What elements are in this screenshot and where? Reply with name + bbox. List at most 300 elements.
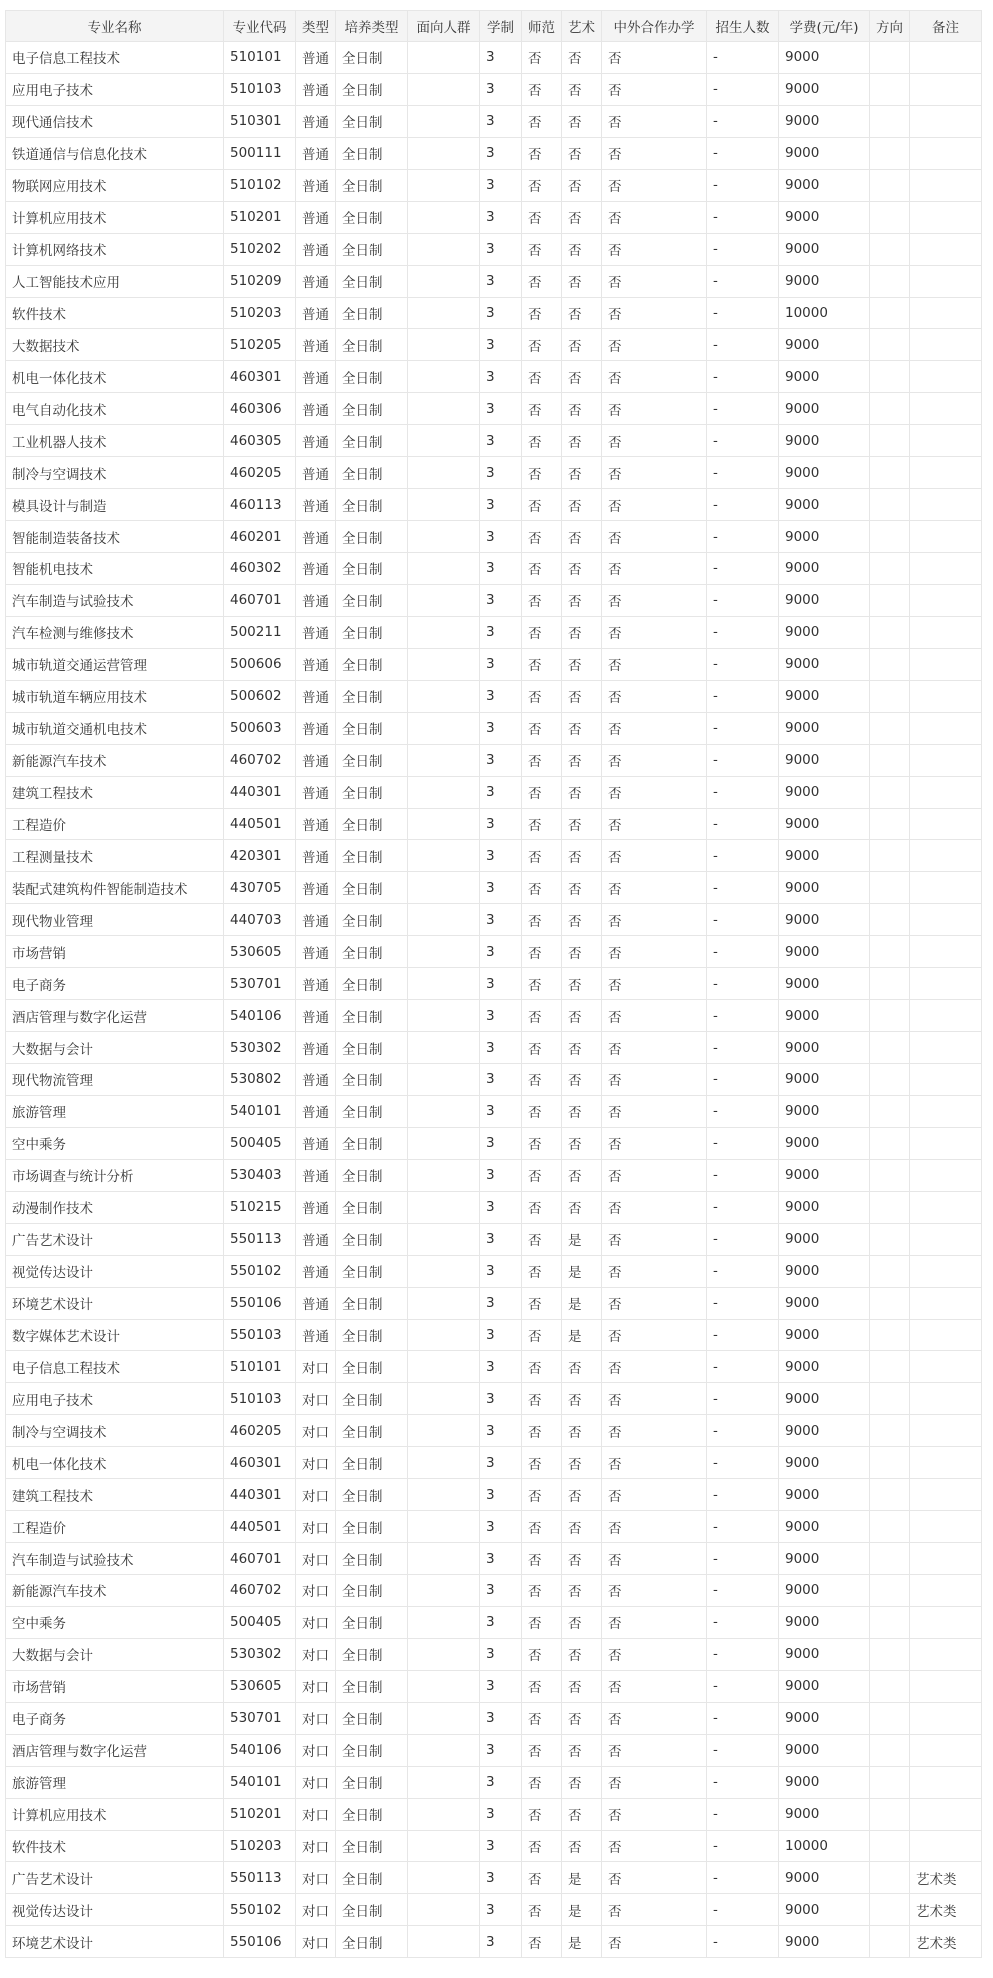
cell-duration: 3 <box>480 1000 522 1032</box>
cell-sino-foreign: 否 <box>602 1447 707 1479</box>
table-row <box>6 616 982 648</box>
cell-direction <box>870 1862 910 1894</box>
cell-direction <box>870 233 910 265</box>
cell-target-group <box>408 1543 480 1575</box>
cell-remarks <box>910 712 982 744</box>
cell-enrollment: - <box>707 1575 779 1607</box>
cell-remarks <box>910 1191 982 1223</box>
cell-sino-foreign: 否 <box>602 1000 707 1032</box>
cell-type: 普通 <box>296 489 336 521</box>
cell-art: 否 <box>562 393 602 425</box>
cell-remarks <box>910 1223 982 1255</box>
cell-direction <box>870 425 910 457</box>
cell-normal-school: 否 <box>522 904 562 936</box>
cell-remarks <box>910 616 982 648</box>
cell-art: 否 <box>562 1638 602 1670</box>
cell-art: 否 <box>562 265 602 297</box>
cell-enrollment: - <box>707 1766 779 1798</box>
cell-normal-school: 否 <box>522 616 562 648</box>
cell-type: 对口 <box>296 1862 336 1894</box>
cell-target-group <box>408 425 480 457</box>
cell-target-group <box>408 1575 480 1607</box>
cell-type: 普通 <box>296 1159 336 1191</box>
cell-tuition: 9000 <box>779 1287 870 1319</box>
cell-direction <box>870 1575 910 1607</box>
cell-target-group <box>408 42 480 74</box>
cell-training-type: 全日制 <box>336 553 408 585</box>
cell-major-code: 500606 <box>224 648 296 680</box>
cell-normal-school: 否 <box>522 201 562 233</box>
cell-direction <box>870 1287 910 1319</box>
cell-major-code: 530802 <box>224 1064 296 1096</box>
table-row <box>6 1064 982 1096</box>
cell-direction <box>870 1670 910 1702</box>
cell-major-code: 510201 <box>224 201 296 233</box>
cell-type: 普通 <box>296 1255 336 1287</box>
cell-type: 普通 <box>296 1095 336 1127</box>
cell-sino-foreign: 否 <box>602 1926 707 1958</box>
cell-remarks <box>910 73 982 105</box>
cell-normal-school: 否 <box>522 840 562 872</box>
cell-remarks <box>910 1734 982 1766</box>
cell-training-type: 全日制 <box>336 1766 408 1798</box>
cell-duration: 3 <box>480 1351 522 1383</box>
cell-direction <box>870 1319 910 1351</box>
cell-major-name: 环境艺术设计 <box>6 1287 224 1319</box>
cell-target-group <box>408 1479 480 1511</box>
cell-major-code: 500211 <box>224 616 296 648</box>
cell-target-group <box>408 680 480 712</box>
cell-remarks <box>910 1095 982 1127</box>
cell-duration: 3 <box>480 1064 522 1096</box>
header-row <box>6 11 982 42</box>
cell-sino-foreign: 否 <box>602 584 707 616</box>
table-row <box>6 297 982 329</box>
cell-training-type: 全日制 <box>336 137 408 169</box>
cell-duration: 3 <box>480 393 522 425</box>
cell-art: 否 <box>562 42 602 74</box>
table-row <box>6 1255 982 1287</box>
cell-training-type: 全日制 <box>336 1255 408 1287</box>
cell-tuition: 9000 <box>779 904 870 936</box>
cell-duration: 3 <box>480 553 522 585</box>
cell-sino-foreign: 否 <box>602 42 707 74</box>
cell-art: 否 <box>562 1000 602 1032</box>
cell-tuition: 9000 <box>779 680 870 712</box>
table-row <box>6 457 982 489</box>
cell-training-type: 全日制 <box>336 1575 408 1607</box>
cell-major-code: 500405 <box>224 1606 296 1638</box>
cell-sino-foreign: 否 <box>602 1191 707 1223</box>
cell-normal-school: 否 <box>522 1383 562 1415</box>
cell-type: 对口 <box>296 1638 336 1670</box>
cell-art: 否 <box>562 840 602 872</box>
cell-type: 对口 <box>296 1798 336 1830</box>
table-row <box>6 1830 982 1862</box>
cell-sino-foreign: 否 <box>602 1287 707 1319</box>
cell-major-code: 510103 <box>224 73 296 105</box>
cell-duration: 3 <box>480 1575 522 1607</box>
cell-tuition: 9000 <box>779 1766 870 1798</box>
cell-normal-school: 否 <box>522 1638 562 1670</box>
cell-remarks <box>910 1064 982 1096</box>
cell-normal-school: 否 <box>522 1734 562 1766</box>
cell-art: 否 <box>562 361 602 393</box>
cell-training-type: 全日制 <box>336 73 408 105</box>
table-row <box>6 329 982 361</box>
cell-sino-foreign: 否 <box>602 1351 707 1383</box>
cell-training-type: 全日制 <box>336 233 408 265</box>
table-row <box>6 1127 982 1159</box>
table-row <box>6 1159 982 1191</box>
cell-training-type: 全日制 <box>336 1894 408 1926</box>
cell-duration: 3 <box>480 1191 522 1223</box>
cell-target-group <box>408 1862 480 1894</box>
cell-duration: 3 <box>480 1095 522 1127</box>
cell-normal-school: 否 <box>522 712 562 744</box>
cell-training-type: 全日制 <box>336 201 408 233</box>
cell-type: 对口 <box>296 1670 336 1702</box>
cell-enrollment: - <box>707 265 779 297</box>
cell-major-code: 510301 <box>224 105 296 137</box>
cell-art: 否 <box>562 1032 602 1064</box>
cell-duration: 3 <box>480 73 522 105</box>
cell-art: 是 <box>562 1862 602 1894</box>
cell-type: 对口 <box>296 1543 336 1575</box>
cell-major-code: 510103 <box>224 1383 296 1415</box>
cell-tuition: 9000 <box>779 1798 870 1830</box>
cell-remarks <box>910 808 982 840</box>
cell-sino-foreign: 否 <box>602 808 707 840</box>
cell-duration: 3 <box>480 1223 522 1255</box>
cell-duration: 3 <box>480 808 522 840</box>
cell-enrollment: - <box>707 42 779 74</box>
cell-direction <box>870 680 910 712</box>
cell-major-code: 530605 <box>224 936 296 968</box>
cell-major-name: 工程造价 <box>6 808 224 840</box>
cell-major-name: 建筑工程技术 <box>6 1479 224 1511</box>
cell-enrollment: - <box>707 840 779 872</box>
cell-type: 对口 <box>296 1415 336 1447</box>
cell-target-group <box>408 1894 480 1926</box>
cell-sino-foreign: 否 <box>602 1255 707 1287</box>
cell-direction <box>870 968 910 1000</box>
cell-remarks <box>910 105 982 137</box>
cell-direction <box>870 201 910 233</box>
cell-tuition: 9000 <box>779 1095 870 1127</box>
cell-target-group <box>408 744 480 776</box>
cell-major-name: 视觉传达设计 <box>6 1894 224 1926</box>
cell-target-group <box>408 361 480 393</box>
cell-remarks <box>910 42 982 74</box>
cell-remarks <box>910 361 982 393</box>
table-row <box>6 169 982 201</box>
cell-direction <box>870 1447 910 1479</box>
cell-tuition: 9000 <box>779 968 870 1000</box>
table-row <box>6 105 982 137</box>
cell-major-code: 500405 <box>224 1127 296 1159</box>
cell-tuition: 9000 <box>779 265 870 297</box>
cell-major-code: 440301 <box>224 776 296 808</box>
column-header-enrollment: 招生人数 <box>707 11 779 42</box>
cell-training-type: 全日制 <box>336 105 408 137</box>
table-row <box>6 1032 982 1064</box>
cell-type: 普通 <box>296 904 336 936</box>
cell-type: 普通 <box>296 329 336 361</box>
cell-remarks <box>910 393 982 425</box>
cell-target-group <box>408 872 480 904</box>
cell-art: 否 <box>562 105 602 137</box>
cell-tuition: 9000 <box>779 73 870 105</box>
cell-duration: 3 <box>480 776 522 808</box>
cell-type: 对口 <box>296 1926 336 1958</box>
cell-type: 普通 <box>296 297 336 329</box>
cell-direction <box>870 1255 910 1287</box>
table-row <box>6 1670 982 1702</box>
cell-direction <box>870 584 910 616</box>
cell-enrollment: - <box>707 1543 779 1575</box>
table-row <box>6 1543 982 1575</box>
cell-art: 否 <box>562 457 602 489</box>
cell-art: 否 <box>562 968 602 1000</box>
cell-duration: 3 <box>480 1766 522 1798</box>
cell-tuition: 9000 <box>779 712 870 744</box>
cell-enrollment: - <box>707 1287 779 1319</box>
cell-enrollment: - <box>707 776 779 808</box>
cell-major-code: 530605 <box>224 1670 296 1702</box>
cell-major-name: 动漫制作技术 <box>6 1191 224 1223</box>
column-header-training-type: 培养类型 <box>336 11 408 42</box>
cell-tuition: 9000 <box>779 744 870 776</box>
cell-duration: 3 <box>480 329 522 361</box>
cell-target-group <box>408 1383 480 1415</box>
cell-sino-foreign: 否 <box>602 1032 707 1064</box>
cell-training-type: 全日制 <box>336 872 408 904</box>
cell-enrollment: - <box>707 1479 779 1511</box>
cell-art: 否 <box>562 169 602 201</box>
cell-remarks <box>910 1319 982 1351</box>
cell-major-name: 软件技术 <box>6 1830 224 1862</box>
cell-duration: 3 <box>480 1127 522 1159</box>
cell-art: 是 <box>562 1287 602 1319</box>
cell-sino-foreign: 否 <box>602 1894 707 1926</box>
cell-training-type: 全日制 <box>336 1351 408 1383</box>
cell-duration: 3 <box>480 1511 522 1543</box>
cell-training-type: 全日制 <box>336 1511 408 1543</box>
cell-target-group <box>408 808 480 840</box>
cell-major-name: 酒店管理与数字化运营 <box>6 1000 224 1032</box>
cell-type: 普通 <box>296 1319 336 1351</box>
cell-target-group <box>408 553 480 585</box>
cell-target-group <box>408 936 480 968</box>
cell-major-code: 510215 <box>224 1191 296 1223</box>
cell-major-code: 530403 <box>224 1159 296 1191</box>
cell-duration: 3 <box>480 1798 522 1830</box>
cell-major-name: 计算机应用技术 <box>6 201 224 233</box>
cell-type: 普通 <box>296 73 336 105</box>
cell-duration: 3 <box>480 1606 522 1638</box>
cell-normal-school: 否 <box>522 1511 562 1543</box>
cell-training-type: 全日制 <box>336 1830 408 1862</box>
cell-duration: 3 <box>480 1447 522 1479</box>
cell-remarks <box>910 1702 982 1734</box>
cell-tuition: 9000 <box>779 1447 870 1479</box>
cell-sino-foreign: 否 <box>602 1511 707 1543</box>
cell-enrollment: - <box>707 489 779 521</box>
cell-direction <box>870 42 910 74</box>
cell-type: 对口 <box>296 1766 336 1798</box>
cell-normal-school: 否 <box>522 968 562 1000</box>
cell-enrollment: - <box>707 1223 779 1255</box>
cell-major-name: 智能机电技术 <box>6 553 224 585</box>
cell-remarks <box>910 744 982 776</box>
cell-sino-foreign: 否 <box>602 1159 707 1191</box>
table-row <box>6 904 982 936</box>
cell-enrollment: - <box>707 457 779 489</box>
cell-normal-school: 否 <box>522 1064 562 1096</box>
cell-art: 否 <box>562 233 602 265</box>
cell-target-group <box>408 1064 480 1096</box>
cell-direction <box>870 169 910 201</box>
cell-major-name: 现代通信技术 <box>6 105 224 137</box>
cell-direction <box>870 105 910 137</box>
cell-target-group <box>408 1702 480 1734</box>
cell-enrollment: - <box>707 329 779 361</box>
cell-direction <box>870 1415 910 1447</box>
cell-duration: 3 <box>480 936 522 968</box>
cell-sino-foreign: 否 <box>602 1766 707 1798</box>
cell-major-name: 新能源汽车技术 <box>6 1575 224 1607</box>
cell-tuition: 9000 <box>779 872 870 904</box>
cell-normal-school: 否 <box>522 1926 562 1958</box>
cell-normal-school: 否 <box>522 1000 562 1032</box>
cell-type: 普通 <box>296 584 336 616</box>
cell-direction <box>870 1734 910 1766</box>
cell-major-name: 制冷与空调技术 <box>6 457 224 489</box>
cell-target-group <box>408 1830 480 1862</box>
table-row <box>6 361 982 393</box>
cell-remarks <box>910 1383 982 1415</box>
cell-enrollment: - <box>707 1351 779 1383</box>
cell-duration: 3 <box>480 680 522 712</box>
cell-major-name: 人工智能技术应用 <box>6 265 224 297</box>
cell-sino-foreign: 否 <box>602 1319 707 1351</box>
cell-art: 否 <box>562 201 602 233</box>
cell-major-code: 550106 <box>224 1926 296 1958</box>
cell-major-name: 应用电子技术 <box>6 1383 224 1415</box>
cell-remarks <box>910 137 982 169</box>
cell-sino-foreign: 否 <box>602 73 707 105</box>
cell-major-name: 城市轨道交通机电技术 <box>6 712 224 744</box>
cell-major-name: 现代物业管理 <box>6 904 224 936</box>
cell-enrollment: - <box>707 233 779 265</box>
cell-enrollment: - <box>707 1638 779 1670</box>
cell-direction <box>870 808 910 840</box>
cell-type: 对口 <box>296 1702 336 1734</box>
cell-sino-foreign: 否 <box>602 1670 707 1702</box>
cell-enrollment: - <box>707 1319 779 1351</box>
cell-tuition: 9000 <box>779 1511 870 1543</box>
cell-remarks <box>910 584 982 616</box>
cell-type: 对口 <box>296 1894 336 1926</box>
cell-direction <box>870 1223 910 1255</box>
cell-art: 否 <box>562 329 602 361</box>
cell-enrollment: - <box>707 1862 779 1894</box>
cell-target-group <box>408 73 480 105</box>
cell-sino-foreign: 否 <box>602 872 707 904</box>
cell-target-group <box>408 297 480 329</box>
cell-type: 普通 <box>296 616 336 648</box>
cell-art: 否 <box>562 1830 602 1862</box>
cell-major-code: 460702 <box>224 1575 296 1607</box>
cell-remarks <box>910 1606 982 1638</box>
column-header-remarks: 备注 <box>910 11 982 42</box>
cell-remarks <box>910 904 982 936</box>
cell-major-name: 模具设计与制造 <box>6 489 224 521</box>
table-row <box>6 265 982 297</box>
cell-art: 否 <box>562 553 602 585</box>
cell-major-code: 550102 <box>224 1255 296 1287</box>
cell-duration: 3 <box>480 744 522 776</box>
cell-sino-foreign: 否 <box>602 489 707 521</box>
cell-major-name: 汽车制造与试验技术 <box>6 584 224 616</box>
cell-target-group <box>408 393 480 425</box>
cell-direction <box>870 648 910 680</box>
cell-art: 否 <box>562 872 602 904</box>
cell-training-type: 全日制 <box>336 42 408 74</box>
cell-sino-foreign: 否 <box>602 297 707 329</box>
cell-duration: 3 <box>480 1287 522 1319</box>
cell-major-name: 计算机应用技术 <box>6 1798 224 1830</box>
cell-tuition: 9000 <box>779 1032 870 1064</box>
cell-type: 普通 <box>296 169 336 201</box>
cell-major-name: 大数据与会计 <box>6 1032 224 1064</box>
cell-enrollment: - <box>707 904 779 936</box>
cell-normal-school: 否 <box>522 1798 562 1830</box>
cell-major-code: 460305 <box>224 425 296 457</box>
cell-normal-school: 否 <box>522 329 562 361</box>
cell-major-code: 500603 <box>224 712 296 744</box>
cell-duration: 3 <box>480 265 522 297</box>
cell-training-type: 全日制 <box>336 1383 408 1415</box>
cell-normal-school: 否 <box>522 521 562 553</box>
cell-training-type: 全日制 <box>336 808 408 840</box>
cell-major-name: 空中乘务 <box>6 1606 224 1638</box>
cell-tuition: 9000 <box>779 1064 870 1096</box>
cell-major-code: 510202 <box>224 233 296 265</box>
cell-tuition: 9000 <box>779 489 870 521</box>
cell-major-code: 460301 <box>224 361 296 393</box>
cell-enrollment: - <box>707 1830 779 1862</box>
cell-type: 对口 <box>296 1511 336 1543</box>
cell-major-name: 现代物流管理 <box>6 1064 224 1096</box>
table-row <box>6 1766 982 1798</box>
cell-type: 普通 <box>296 840 336 872</box>
cell-type: 普通 <box>296 553 336 585</box>
cell-duration: 3 <box>480 712 522 744</box>
cell-duration: 3 <box>480 648 522 680</box>
cell-major-name: 环境艺术设计 <box>6 1926 224 1958</box>
cell-normal-school: 否 <box>522 233 562 265</box>
cell-major-code: 460301 <box>224 1447 296 1479</box>
cell-normal-school: 否 <box>522 1606 562 1638</box>
table-row <box>6 1287 982 1319</box>
cell-sino-foreign: 否 <box>602 680 707 712</box>
cell-target-group <box>408 329 480 361</box>
cell-normal-school: 否 <box>522 776 562 808</box>
cell-type: 对口 <box>296 1575 336 1607</box>
cell-tuition: 9000 <box>779 936 870 968</box>
